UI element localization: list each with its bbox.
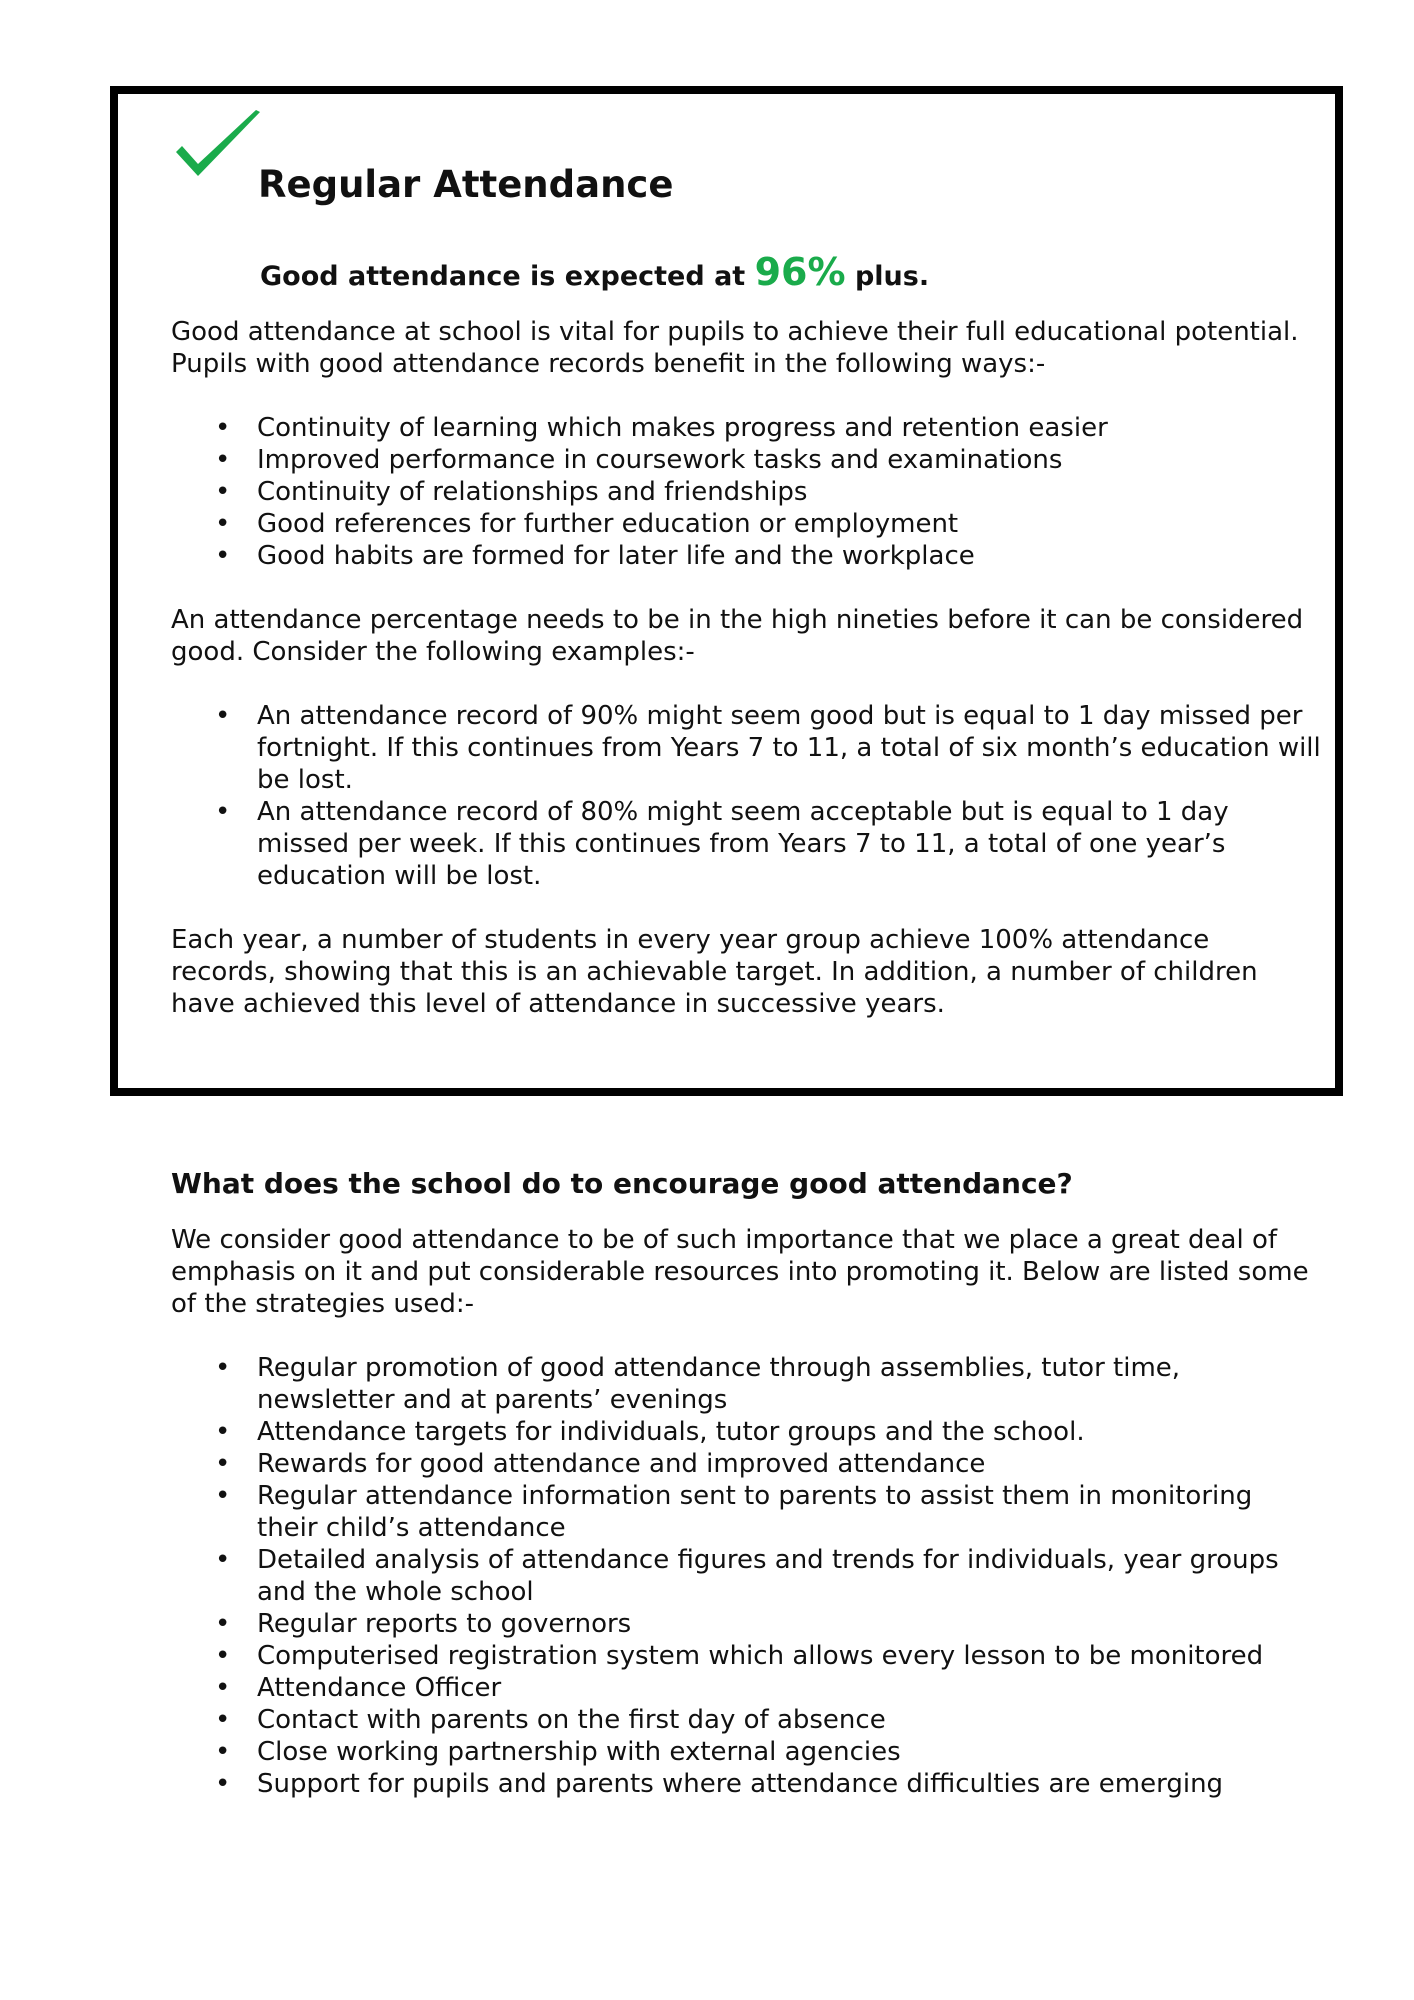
- list-item: • Close working partnership with external agencies: [171, 1736, 1321, 1768]
- list-item: • Regular reports to governors: [171, 1608, 1321, 1640]
- list-item: • Improved performance in coursework tasks and examinations: [171, 444, 1321, 476]
- list-item: • Attendance Officer: [171, 1672, 1321, 1704]
- list-item: • Good references for further education or employment: [171, 508, 1321, 540]
- expected-attendance: [260, 246, 929, 303]
- list-item: • Attendance targets for individuals, tutor groups and the school.: [171, 1416, 1321, 1448]
- list-item: • Contact with parents on the first day of absence: [171, 1704, 1321, 1736]
- expected-prefix: Good attendance is expected at: [260, 261, 755, 292]
- percentage-note: An attendance percentage needs to be in the high nineties before it can be considered good. Consider the following examples:-: [171, 605, 1304, 667]
- expected-percentage: 96%: [754, 250, 846, 294]
- closing-paragraph: Each year, a number of students in every year group achieve 100% attendance records, showing that this is an achievable target. In addition, a number of children have achieved this level of attendance in successive years.: [171, 925, 1258, 1019]
- benefits-list: [171, 412, 1321, 572]
- list-item: • Detailed analysis of attendance figures and trends for individuals, year groups and the whole school: [171, 1544, 1321, 1608]
- list-item: • Regular attendance information sent to parents to assist them in monitoring their child’s attendance: [171, 1480, 1321, 1544]
- section-intro: We consider good attendance to be of such importance that we place a great deal of emphasis on it and put considerable resources into promoting it. Below are listed some of the strategies used:-: [171, 1225, 1309, 1319]
- section-heading: What does the school do to encourage good attendance?: [171, 1167, 1073, 1200]
- list-item: • An attendance record of 90% might seem good but is equal to 1 day missed per fortnight. If this continues from Years 7 to 11, a total of six month’s education will be lost.: [171, 700, 1321, 796]
- expected-suffix: plus.: [845, 261, 930, 292]
- list-item: • Computerised registration system which allows every lesson to be monitored: [171, 1640, 1321, 1672]
- list-item: • Continuity of relationships and friendships: [171, 476, 1321, 508]
- list-item: • Support for pupils and parents where attendance difficulties are emerging: [171, 1768, 1321, 1800]
- list-item: • Regular promotion of good attendance through assemblies, tutor time, newsletter and at parents’ evenings: [171, 1352, 1321, 1416]
- list-item: • An attendance record of 80% might seem acceptable but is equal to 1 day missed per week. If this continues from Years 7 to 11, a total of one year’s education will be lost.: [171, 796, 1321, 892]
- examples-list: [171, 700, 1321, 892]
- list-item: • Rewards for good attendance and improved attendance: [171, 1448, 1321, 1480]
- list-item: • Good habits are formed for later life and the workplace: [171, 540, 1321, 572]
- checkmark-icon: [172, 108, 264, 188]
- strategies-list: [171, 1352, 1321, 1800]
- box-title: Regular Attendance: [258, 163, 674, 206]
- attendance-intro: Good attendance at school is vital for pupils to achieve their full educational potential. Pupils with good attendance records benefit in the following ways:-: [171, 317, 1299, 379]
- list-item: • Continuity of learning which makes progress and retention easier: [171, 412, 1321, 444]
